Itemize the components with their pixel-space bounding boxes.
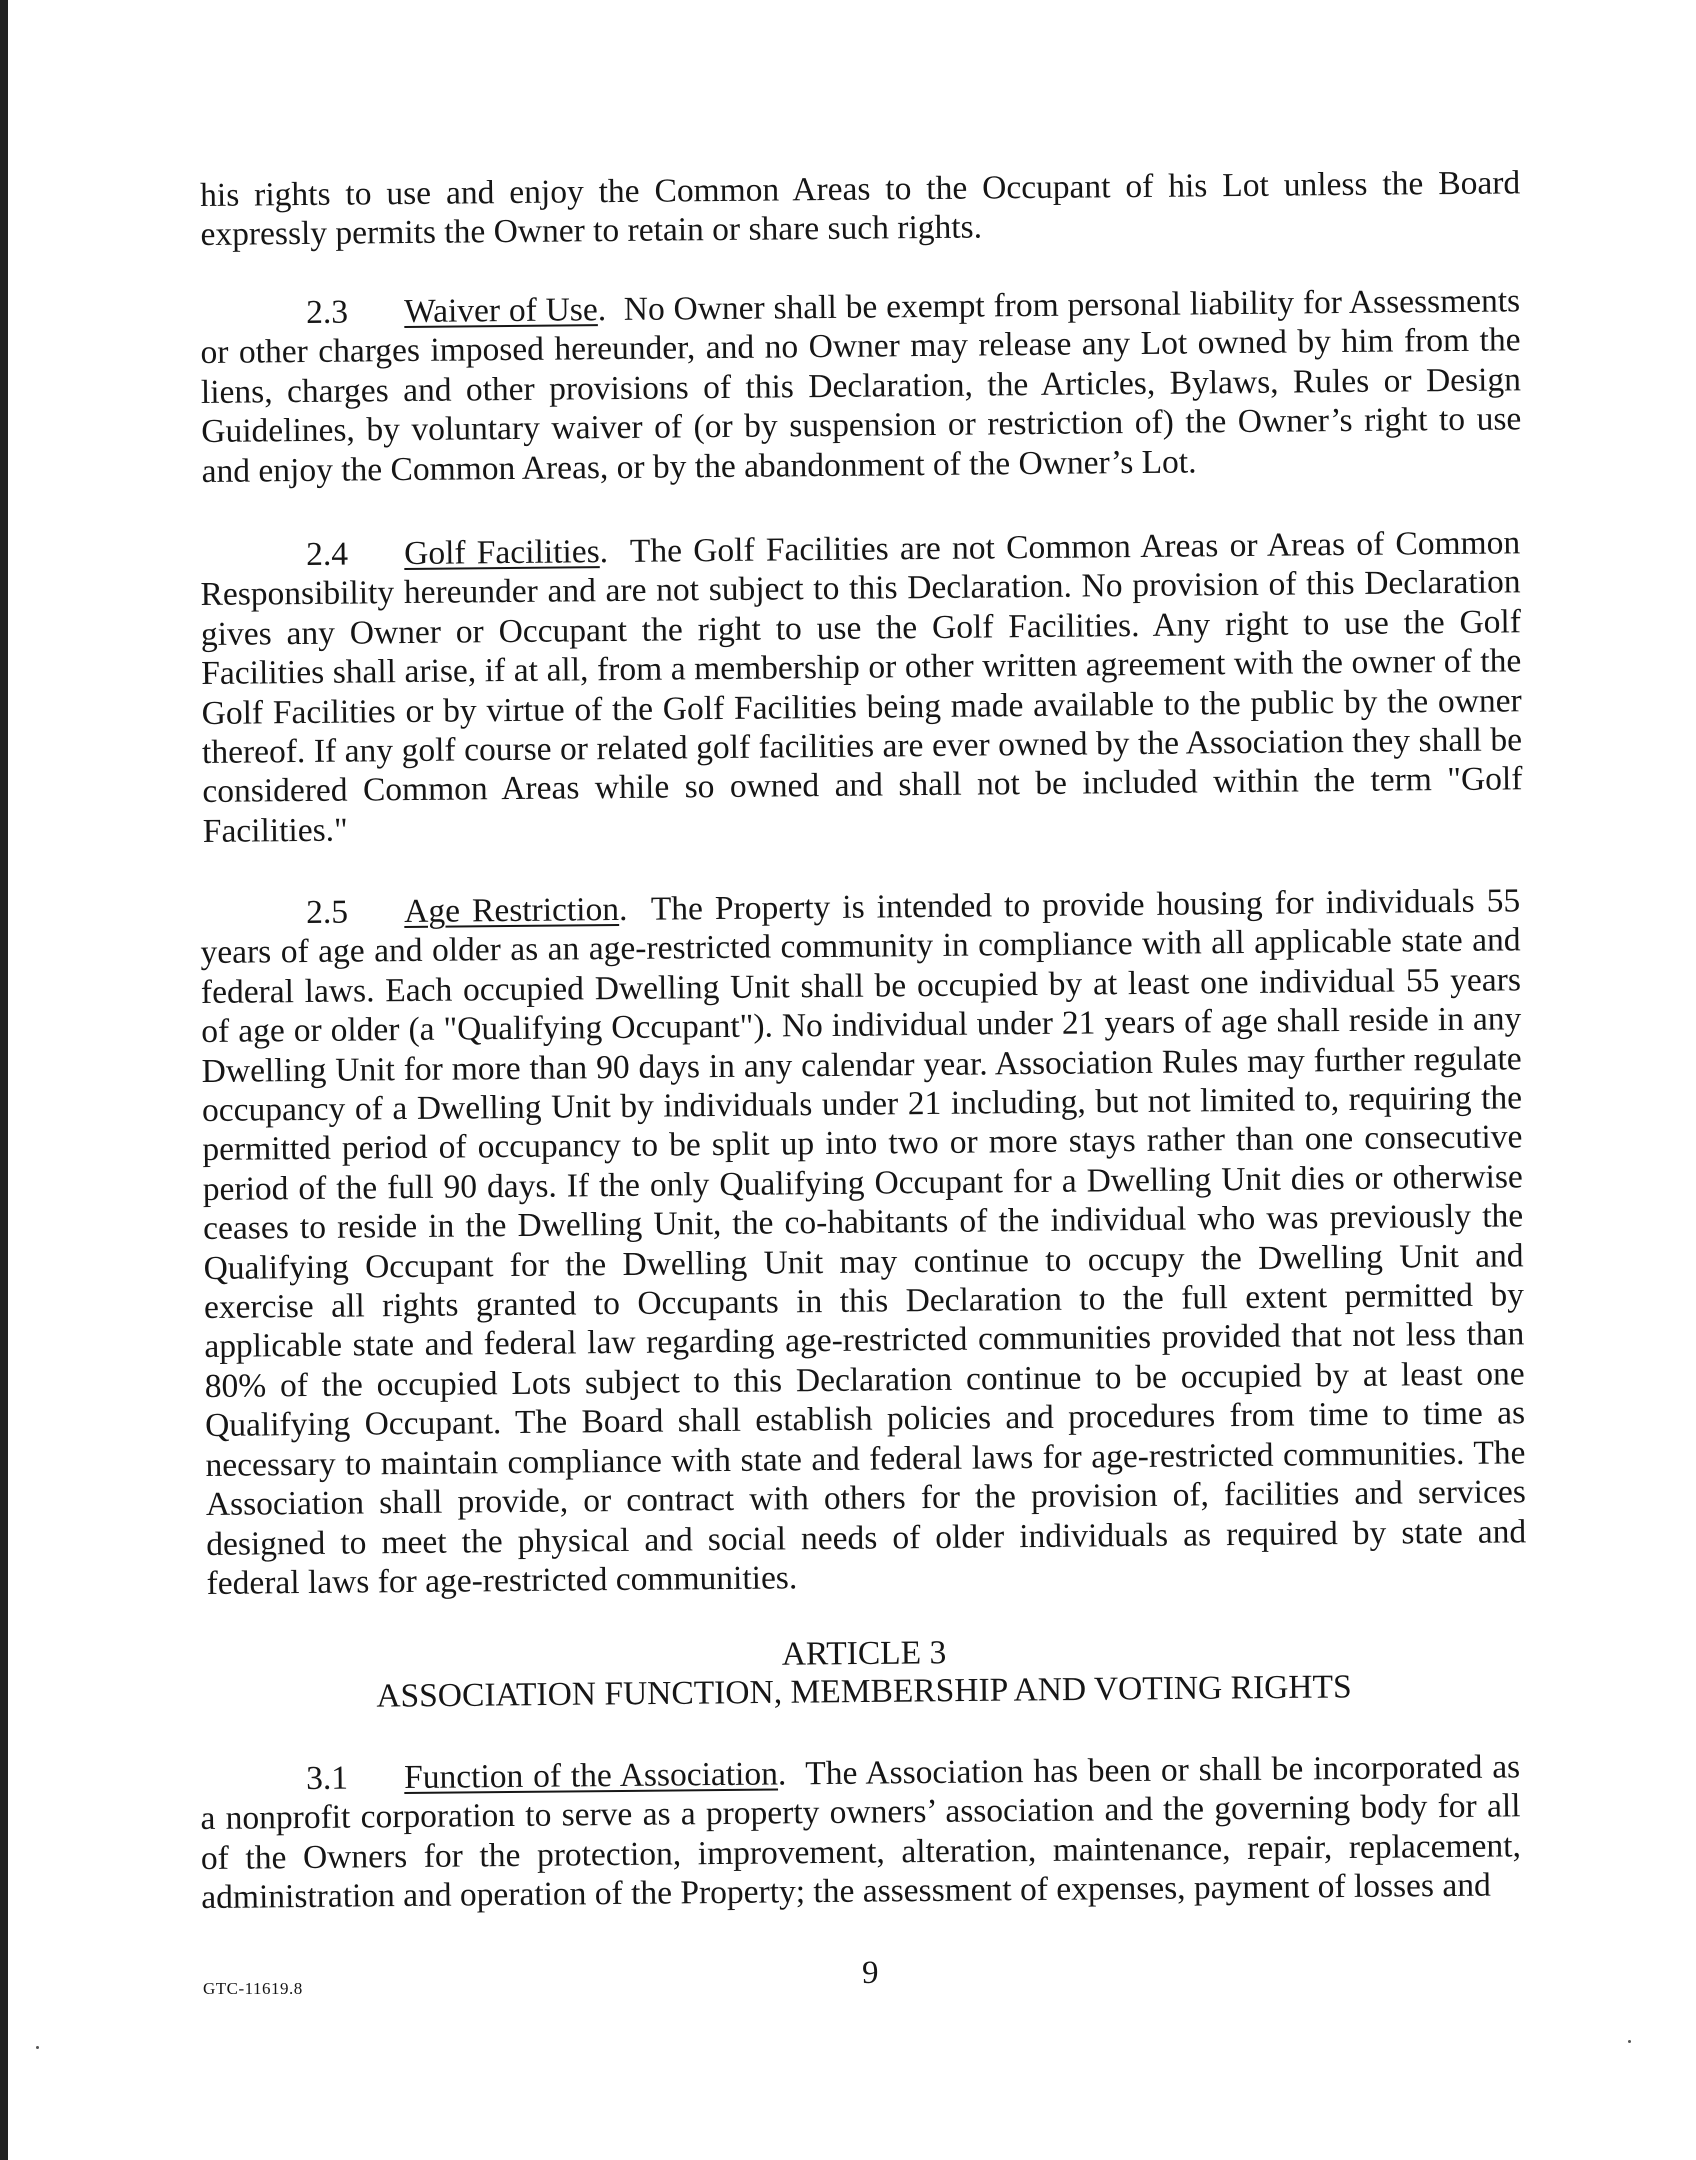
page-number: 9 [862, 1955, 879, 1991]
section-body: The Property is intended to provide housing for individuals 55 years of age and older as an age-restricted community in compliance with all applicable state and federal laws. Each occupied Dwelling Unit shall be occupied by at least one individual 55 years of age or older (a "Qualifying Occupant"). No individual under 21 years of age shall reside in any Dwelling Unit for more than 90 days in any calendar year. Association Rules may further regulate occupancy of a Dwelling Unit by individuals under 21 including, but not limited to, requiring the permitted period of occupancy to be split up into two or more stays rather than one consecutive period of the full 90 days. If the only Qualifying Occupant for a Dwelling Unit dies or otherwise ceases to reside in the Dwelling Unit, the co-habitants of the individual who was previously the Qualifying Occupant for the Dwelling Unit may continue to occupy the Dwelling Unit and exercise all rights granted to Occupants in this Declaration to the full extent permitted by applicable state and federal law regarding age-restricted communities provided that not less than 80% of the occupied Lots subject to this Declaration continue to be occupied by at least one Qualifying Occupant. The Board shall establish policies and procedures from time to time as necessary to maintain compliance with state and federal laws for age-restricted communities. The Association shall provide, or contract with others for the provision of, facilities and services designed to meet the physical and social needs of older individuals as required by state and federal laws for age-restricted communities. [200, 882, 1527, 1602]
section-body: The Association has been or shall be incorporated as a nonprofit corporation to serve as a property owners’ association and the governing body for all of the Owners for the protection, improvement, alteration, maintenance, repair, replacement, administration and operation of the Property; the assessment of expenses, payment of losses and [200, 1748, 1522, 1917]
section-body: The Golf Facilities are not Common Areas or Areas of Common Responsibility hereunder and are not subject to this Declaration. No provision of this Declaration gives any Owner or Occupant the right to use the Golf Facilities. Any right to use the Golf Facilities shall arise, if at all, from a membership or other written agreement with the owner of the Golf Facilities or by virtue of the Golf Facilities being made available to the public by the owner thereof. If any golf course or related golf facilities are ever owned by the Association they shall be considered Common Areas while so owned and shall not be included within the term "Golf Facilities." [200, 524, 1523, 850]
section-2-3: 2.3 Waiver of Use. No Owner shall be exempt from personal liability for Assessments or other charges imposed hereunder, and no Owner may release any Lot owned by him from the liens, charges and other provisions of this Declaration, the Articles, Bylaws, Rules or Design Guidelines, by voluntary waiver of (or by suspension or restriction of) the Owner’s right to use and enjoy the Common Areas, or by the abandonment of the Owner’s Lot. [200, 282, 1522, 490]
section-2-4: 2.4 Golf Facilities. The Golf Facilities are not Common Areas or Areas of Common Responsibility hereunder and are not subject to this Declaration. No provision of this Declaration gives any Owner or Occupant the right to use the Golf Facilities. Any right to use the Golf Facilities shall arise, if at all, from a membership or other written agreement with the owner of the Golf Facilities or by virtue of the Golf Facilities being made available to the public by the owner thereof. If any golf course or related golf facilities are ever owned by the Association they shall be considered Common Areas while so owned and shall not be included within the term "Golf Facilities." [200, 524, 1523, 850]
scan-speck [1628, 2040, 1631, 2043]
continuation-paragraph [200, 163, 1521, 254]
section-title: Age Restriction [404, 890, 620, 931]
scan-edge-shadow [0, 0, 8, 2160]
section-number: 2.5 [306, 893, 349, 931]
article-title: ASSOCIATION FUNCTION, MEMBERSHIP AND VOTING RIGHTS [376, 1668, 1352, 1715]
section-number: 3.1 [306, 1759, 349, 1797]
section-title: Function of the Association [404, 1755, 779, 1797]
section-number: 2.4 [306, 535, 349, 573]
article-label: ARTICLE 3 [781, 1634, 947, 1673]
section-2-5: 2.5 Age Restriction. The Property is intended to provide housing for individuals 55 years of age and older as an age-restricted community in compliance with all applicable state and federal laws. Each occupied Dwelling Unit shall be occupied by at least one individual 55 years of age or older (a "Qualifying Occupant"). No individual under 21 years of age shall reside in any Dwelling Unit for more than 90 days in any calendar year. Association Rules may further regulate occupancy of a Dwelling Unit by individuals under 21 including, but not limited to, requiring the permitted period of occupancy to be split up into two or more stays rather than one consecutive period of the full 90 days. If the only Qualifying Occupant for a Dwelling Unit dies or otherwise ceases to reside in the Dwelling Unit, the co-habitants of the individual who was previously the Qualifying Occupant for the Dwelling Unit may continue to occupy the Dwelling Unit and exercise all rights granted to Occupants in this Declaration to the full extent permitted by applicable state and federal law regarding age-restricted communities provided that not less than 80% of the occupied Lots subject to this Declaration continue to be occupied by at least one Qualifying Occupant. The Board shall establish policies and procedures from time to time as necessary to maintain compliance with state and federal laws for age-restricted communities. The Association shall provide, or contract with others for the provision of, facilities and services designed to meet the physical and social needs of older individuals as required by state and federal laws for age-restricted communities. [200, 882, 1527, 1602]
section-title: Golf Facilities [404, 533, 600, 573]
section-3-1: 3.1 Function of the Association. The Association has been or shall be incorporated as a nonprofit corporation to serve as a property owners’ association and the governing body for all of the Owners for the protection, improvement, alteration, maintenance, repair, replacement, administration and operation of the Property; the assessment of expenses, payment of losses and [200, 1748, 1522, 1917]
scan-speck [36, 2046, 39, 2049]
document-code: GTC-11619.8 [203, 1979, 303, 1998]
section-number: 2.3 [306, 293, 349, 331]
paragraph-text: his rights to use and enjoy the Common Areas to the Occupant of his Lot unless the Board expressly permits the Owner to retain or share such rights. [200, 164, 1521, 254]
section-body: No Owner shall be exempt from personal liability for Assessments or other charges imposed hereunder, and no Owner may release any Lot owned by him from the liens, charges and other provisions of this Declaration, the Articles, Bylaws, Rules or Design Guidelines, by voluntary waiver of (or by suspension or restriction of) the Owner’s right to use and enjoy the Common Areas, or by the abandonment of the Owner’s Lot. [200, 282, 1522, 490]
section-title: Waiver of Use [404, 291, 598, 331]
